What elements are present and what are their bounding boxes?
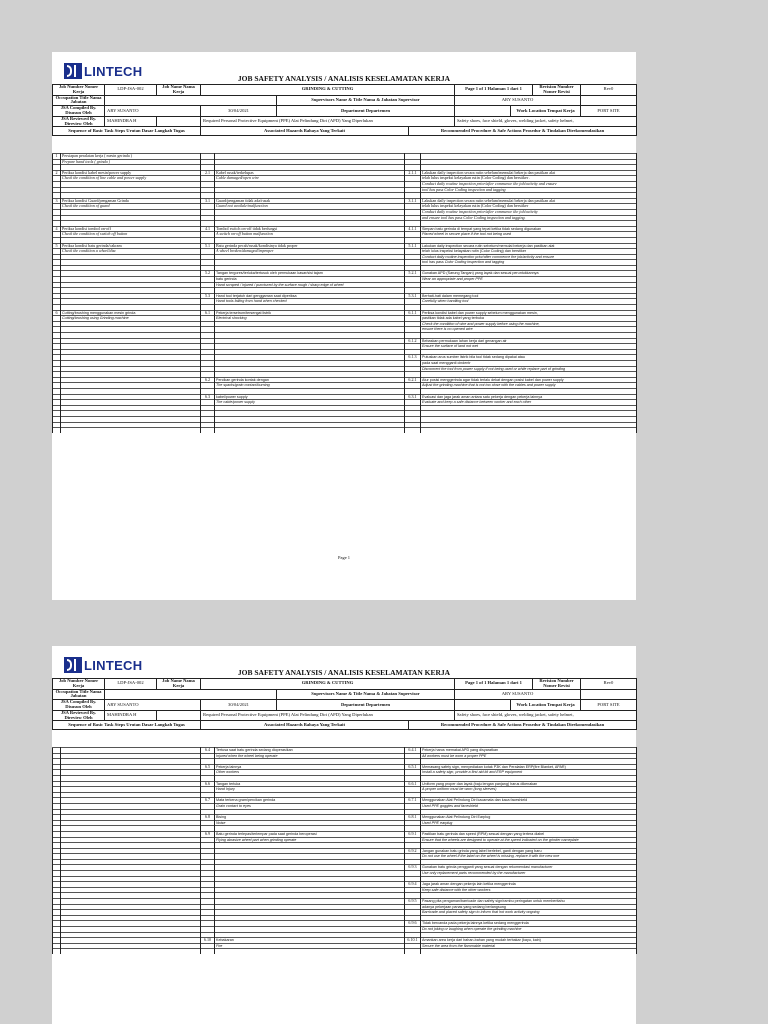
hazard-text: Guard not availale/malfunction — [215, 204, 405, 210]
hazard-text: Grain contact to eyes — [215, 803, 405, 809]
action-text: tool has pass Color Coding inspection and tagging — [421, 260, 637, 266]
action-text: Lakukan daily inspection secara rutin sebelum/memulai bekerja dan pastikan alat — [421, 198, 637, 204]
job-number-value: LDP-JSA-002 — [105, 85, 157, 96]
action-text: Menggunakan Alat Pelindung Diri kacamata dan kaca faceshield — [421, 798, 637, 804]
action-text: Simpan batu gerinda di tempat yang tepat ketika tidak sedang digunakan — [421, 226, 637, 232]
step-text: Check the condition of guard — [61, 204, 201, 210]
action-text: Check the condition of wire and power supply before using the machine, — [421, 321, 637, 327]
action-text: Lakukan daily inspection secara rutin sebelum/memulai bekerja dan pastikan alat — [421, 170, 637, 176]
action-text: Ensure that the wheels are designed to operate at the speed indicated on the grinder nameplate — [421, 837, 637, 843]
hazard-text: Other workers — [215, 770, 405, 776]
hazard-text: Bising — [215, 815, 405, 821]
action-text: Used PPE earplug — [421, 820, 637, 826]
hazard-text: Tangan tergores/terluka/tertusuk oleh permukaan kasar/sisi tajam — [215, 271, 405, 277]
action-text: Pekerja harus memakai APD yang disyaratkan — [421, 748, 637, 754]
action-text: Disconnect the tool from power supply if not being used or while replace part of grinding — [421, 366, 637, 372]
action-number: 6.1.3 — [405, 355, 421, 361]
jsa-header-table — [52, 678, 637, 730]
action-text: and ensure tool has pass Color Coding inspection and tagging. — [421, 215, 637, 221]
hazard-text: Hand tool terjatuh dari genggaman saat diperiksa — [215, 293, 405, 299]
action-text: Do not joking or laughing when operate the grinding machine — [421, 927, 637, 933]
action-text: Tidak bercanda pada pekerja lainnya ketika sedang menggerinda — [421, 921, 637, 927]
hazard-number: 6.1 — [201, 310, 215, 316]
compiled-label: JSA Compiled By. Disusun Oleh — [53, 106, 105, 117]
department-label: Department Departemen — [277, 106, 455, 117]
job-name-value: GRINDING & CUTTING — [201, 679, 455, 690]
job-number-label: Job Number Nomer Kerja — [53, 85, 105, 96]
action-text: Used PPE goggles and faceshield — [421, 803, 637, 809]
action-text — [421, 949, 637, 954]
document-title: JOB SAFETY ANALYSIS / ANALISIS KESELAMATAN KERJA — [237, 74, 451, 83]
revision-value: Rev0 — [581, 85, 637, 96]
hazard-text: Tombol switch on-off tidak berfungsi — [215, 226, 405, 232]
action-text: telah lulus inspeksi kelayakan rutin (Color Coding) dan berstiker . — [421, 176, 637, 182]
supervisor-label: Supervisors Name & Title Nama & Jabatan Supervisor — [277, 689, 455, 700]
action-text: tool has pass Color Coding inspection and tagging — [421, 187, 637, 193]
step-text: Check the condition a wheel/disc — [61, 249, 201, 255]
action-text: pada saat mengganti cindentr — [421, 360, 637, 366]
action-number: 6.8.1 — [405, 815, 421, 821]
action-text: adanya pekerjaan panas yang sedang berlangsung — [421, 904, 637, 910]
action-text: Evaluasi dan jaga jarak aman antara satu pekerja dengan pekerja lainnya — [421, 394, 637, 400]
hazard-text: kabel/power supply — [215, 394, 405, 400]
compiled-value: ARY SUSANTO — [105, 106, 201, 117]
job-name-label: Job Name Nama Kerja — [157, 679, 201, 690]
action-text: Conduct daily routine inspection prior/after commence the job/activity and ensure — [421, 254, 637, 260]
hazard-text: A wheel broken/damaged/improper — [215, 249, 405, 255]
hazard-number: 6.9 — [201, 831, 215, 837]
action-number: 6.4.1 — [405, 748, 421, 754]
reviewed-label: JSA Reviewed By. Direview Oleh — [53, 116, 105, 127]
action-text: Bebaskan permukaan lahan kerja dari genangan air — [421, 338, 637, 344]
hazard-number: 6.5 — [201, 764, 215, 770]
hazard-text: Batu gerinda pecah/rusak/kondisinya tidak proper — [215, 243, 405, 249]
action-number: 6.6.1 — [405, 781, 421, 787]
action-text: Secure the area from the flammable material — [421, 943, 637, 949]
hazard-number: 6.3 — [201, 394, 215, 400]
action-text: Install a safety sign, provide a first aid kit and ERP equipment — [421, 770, 637, 776]
steps-column-header: Sequence of Basic Task Steps Urutan Dasar Langkah Tugas — [53, 127, 201, 136]
action-text: Adjust the grinding machine that is not too close with the cables and power supply — [421, 383, 637, 389]
hazard-text: Kabel rusak/terkelupas — [215, 170, 405, 176]
action-text: Do not use the wheel if the label on the wheel is missing, replace it with the new one — [421, 854, 637, 860]
action-text: Placed wheel in secure place if the tool not being used — [421, 232, 637, 238]
action-number: 5.2.1 — [405, 271, 421, 277]
document-page-2 — [52, 646, 636, 1024]
step-number: 3 — [53, 198, 61, 204]
hazard-number: 2.1 — [201, 170, 215, 176]
action-text: Uniform yang proper dan layak (baju lengan panjang) harus dikenakan — [421, 781, 637, 787]
reviewed-value: MAHINDRA H — [105, 116, 157, 127]
jsa-steps-table — [52, 153, 637, 433]
action-text: Gunakan batu grinda pengganti yang sesuai dengan rekomendasi manufacturer — [421, 865, 637, 871]
action-text: Periksa kondisi kabel dan power supply sebelum menggunakan mesin, — [421, 310, 637, 316]
table-row — [53, 428, 637, 433]
hazard-text: Tertusa saat batu gerinda sedang dioperasikan — [215, 748, 405, 754]
action-number: 6.9.3 — [405, 865, 421, 871]
hazard-number: 6.2 — [201, 377, 215, 383]
action-text: Gunakan APD (Sarung Tangan) yang layak dan sesuai peruntukkannya — [421, 271, 637, 277]
action-number: 6.2.1 — [405, 377, 421, 383]
empty-cell — [405, 428, 421, 433]
action-number: 6.9.1 — [405, 831, 421, 837]
jsa-header-table — [52, 84, 637, 136]
step-number — [53, 949, 61, 954]
action-text: Keep safe distance with the other workers — [421, 887, 637, 893]
hazard-text: Guard/pengaman tidak ada/rusak — [215, 198, 405, 204]
compiled-label: JSA Compiled By. Disusun Oleh — [53, 700, 105, 711]
action-number: 6.1.2 — [405, 338, 421, 344]
action-text: Putuskan arus sumber listrik bila tool tidak sedang dipakai atau — [421, 355, 637, 361]
hazard-number: 6.6 — [201, 781, 215, 787]
work-location-value: PORT SITE — [581, 106, 637, 117]
ppe-label: Required Personal Protective Equipment (PPE) Alat Pelindung Diri (APD) Yang Diperlukan — [201, 710, 455, 721]
action-text: Ensure the surface of land not wet — [421, 344, 637, 350]
hazard-text: The sparks/grain contact/burning — [215, 383, 405, 389]
hazard-number — [201, 949, 215, 954]
hazard-text — [215, 949, 405, 954]
hazard-text: Mata terkena gram/percikan gerinda — [215, 798, 405, 804]
action-text: Jaga jarak aman dengan pekerja lain ketika menggerinda — [421, 882, 637, 888]
job-name-value: GRINDING & CUTTING — [201, 85, 455, 96]
action-text: telah lulus inspeksi kelayakan rutin (Color Coding) dan berstiker — [421, 249, 637, 255]
revision-label: Revision Number Nomer Revisi — [533, 85, 581, 96]
work-location-label: Work Location Tempat Kerja — [511, 106, 581, 117]
action-text: Amankan area kerja dari bahan-bahan yang mudah terbakar (kayu, kain) — [421, 938, 637, 944]
hazard-number: 4.1 — [201, 226, 215, 232]
action-number: 6.9.2 — [405, 848, 421, 854]
action-number: 3.1.1 — [405, 198, 421, 204]
step-number: 2 — [53, 170, 61, 176]
hazard-text: Hand Injury — [215, 787, 405, 793]
action-text: pastikan tidak ada kabel yang terbuka — [421, 316, 637, 322]
hazard-text: Fire — [215, 943, 405, 949]
steps-column-header: Sequence of Basic Task Steps Urutan Dasar Langkah Tugas — [53, 721, 201, 730]
empty-cell — [215, 428, 405, 433]
step-number: 5 — [53, 243, 61, 249]
logo-text: LINTECH — [84, 63, 143, 79]
occupation-label: Occupation Title Nama Jabatan — [53, 689, 105, 700]
action-text: Menggunakan Alat Pelindung Diri Earplug — [421, 815, 637, 821]
supervisor-value: ARY SUSANTO — [455, 689, 581, 700]
step-text: Check the condition of line cable and power supply — [61, 176, 201, 182]
hazard-number: 6.4 — [201, 748, 215, 754]
jsa-steps-table — [52, 747, 637, 954]
action-number: 6.9.5 — [405, 899, 421, 905]
hazard-number: 5.1 — [201, 243, 215, 249]
actions-column-header: Recommended Procedure & Safe Actions Prosedur & Tindakan Direkomendasikan — [409, 721, 637, 730]
work-location-value: PORT SITE — [581, 700, 637, 711]
hazard-text: Flying abrasive wheel part when grinding operate — [215, 837, 405, 843]
table-row — [53, 949, 637, 954]
empty-cell — [421, 428, 637, 433]
action-text: All workers must be worn a proper PPE — [421, 753, 637, 759]
hazard-number: 6.8 — [201, 815, 215, 821]
ppe-label: Required Personal Protective Equipment (PPE) Alat Pelindung Diri (APD) Yang Diperlukan — [201, 116, 455, 127]
job-name-label: Job Name Nama Kerja — [157, 85, 201, 96]
step-text: Periksa kondisi Guard/pengaman Grinda — [61, 198, 201, 204]
logo-text: LINTECH — [84, 657, 143, 673]
action-number: 5.3.1 — [405, 293, 421, 299]
supervisor-label: Supervisors Name & Title Nama & Jabatan Supervisor — [277, 95, 455, 106]
hazard-text: A switch on-off button malfunction — [215, 232, 405, 238]
step-text: Periksa kondisi batu gerinda/cakram — [61, 243, 201, 249]
empty-cell — [61, 428, 201, 433]
hazard-text: Pekerja tersetrum/tersengat listrik — [215, 310, 405, 316]
hazard-text: Cable damaged/open wire — [215, 176, 405, 182]
action-number: 6.5.1 — [405, 764, 421, 770]
action-text: Pastikan batu gerinda dan speed (RPM) sesuai dengan yang tertera diabel — [421, 831, 637, 837]
step-text: Periksa kondisi tombol on-off — [61, 226, 201, 232]
date-value: 30/04/2021 — [201, 106, 277, 117]
action-text: Wear an appropriate and proper PPE — [421, 277, 637, 283]
action-text: A proper uniform must be worn (long sleeves) — [421, 787, 637, 793]
action-text: Use only replacement parts recommended by the manufacturer — [421, 871, 637, 877]
hazard-text: Pekerja lainnya — [215, 764, 405, 770]
action-number: 6.10.1 — [405, 938, 421, 944]
hazard-text: Kebakaran — [215, 938, 405, 944]
hazard-text: Noise — [215, 820, 405, 826]
revision-value: Rev0 — [581, 679, 637, 690]
action-number: 6.9.4 — [405, 882, 421, 888]
hazard-text: Batu gerinda terlepas/terlempar pada saat gerinda beroperasi — [215, 831, 405, 837]
empty-cell — [53, 428, 61, 433]
hazard-text: Hand scraped / injured / punctured by the surface rough / sharp edge of wheel — [215, 282, 405, 288]
work-location-label: Work Location Tempat Kerja — [511, 700, 581, 711]
action-text: Conduct daily routine inspection prior/after commence the job/activity and ensure — [421, 181, 637, 187]
document-title: JOB SAFETY ANALYSIS / ANALISIS KESELAMATAN KERJA — [237, 668, 451, 677]
hazards-column-header: Associated Hazards Bahaya Yang Terkait — [201, 721, 409, 730]
hazard-number: 3.1 — [201, 198, 215, 204]
ppe-value: Safety shoes, face shield, gloves, welding jacket, safety helmet, — [455, 116, 637, 127]
action-text: Evaluate and keep a safe distance between worker and each other — [421, 400, 637, 406]
action-text: Barricade and placed safety sign to inform that hot work activity ongoing — [421, 910, 637, 916]
ppe-value: Safety shoes, face shield, gloves, welding jacket, safety helmet, — [455, 710, 637, 721]
page-number: Page 1 — [337, 555, 351, 560]
revision-label: Revision Number Nomer Revisi — [533, 679, 581, 690]
step-text — [61, 949, 201, 954]
hazard-text: Tangan terluka — [215, 781, 405, 787]
step-number: 6 — [53, 310, 61, 316]
department-label: Department Departemen — [277, 700, 455, 711]
step-text: Persiapan peralatan kerja ( mesin gerinda ) — [61, 154, 201, 160]
hazard-number: 6.10 — [201, 938, 215, 944]
action-text: ensure there is no opened wire — [421, 327, 637, 333]
reviewed-value: MAHINDRA H — [105, 710, 157, 721]
hazard-number: 5.2 — [201, 271, 215, 277]
date-value: 30/04/2021 — [201, 700, 277, 711]
action-text: telah lulus inspeksi kelayakan rutin (Color Coding) dan berstiker — [421, 204, 637, 210]
supervisor-value: ARY SUSANTO — [455, 95, 581, 106]
step-text: Cutting/brushing menggunakan mesin grinda — [61, 310, 201, 316]
hazard-number: 5.3 — [201, 293, 215, 299]
step-number: 4 — [53, 226, 61, 232]
hazard-text: Electrical shocking — [215, 316, 405, 322]
job-number-value: LDP-JSA-002 — [105, 679, 157, 690]
page-label: Page 1 of 1 Halaman 1 dari 1 — [455, 679, 533, 690]
action-text: Berhati-hati dalam memegang tool — [421, 293, 637, 299]
action-number: 4.1.1 — [405, 226, 421, 232]
action-text: Atur posisi menggerinda agar tidak terlalu dekat dengan posisi kabel dan power supply — [421, 377, 637, 383]
actions-column-header: Recommended Procedure & Safe Actions Prosedur & Tindakan Direkomendasikan — [409, 127, 637, 136]
reviewed-label: JSA Reviewed By. Direview Oleh — [53, 710, 105, 721]
action-text: Conduct daily routine inspection prior/after commence the job/activity — [421, 209, 637, 215]
occupation-label: Occupation Title Nama Jabatan — [53, 95, 105, 106]
step-text: Prepare hand tools ( grinda ) — [61, 159, 201, 165]
action-text: Jangan gunakan batu grinda yang label berlebel, ganti dengan yang baru — [421, 848, 637, 854]
hazard-text: Hand tools falling from hand when checked — [215, 299, 405, 305]
hazard-text: Injured when the wheel being operate — [215, 753, 405, 759]
hazard-text: The cable/power supply — [215, 400, 405, 406]
action-number: 6.7.1 — [405, 798, 421, 804]
page-label: Page 1 of 1 Halaman 1 dari 1 — [455, 85, 533, 96]
action-number: 5.1.1 — [405, 243, 421, 249]
hazard-text: batu gerinda — [215, 277, 405, 283]
job-number-label: Job Number Nomer Kerja — [53, 679, 105, 690]
action-number: 2.1.1 — [405, 170, 421, 176]
action-text: Pasang pita pengaman/barricade dan safety sign/rambu peringatan untuk memberitahu — [421, 899, 637, 905]
action-text: Lakukan daily inspection secara rutin sebelum/memulai bekerja dan pastikan alat — [421, 243, 637, 249]
hazard-number: 6.7 — [201, 798, 215, 804]
action-text: Memasang safety sign, menyediakan kotak P3K dan Peralatan ERP(fire Blanket, APAR) — [421, 764, 637, 770]
step-text: Periksa kondisi kabel mesin/power supply — [61, 170, 201, 176]
hazards-column-header: Associated Hazards Bahaya Yang Terkait — [201, 127, 409, 136]
step-text: Check the condition of switch off button — [61, 232, 201, 238]
step-text: Cutting/brushing using Grinding machine — [61, 316, 201, 322]
document-page-1 — [52, 52, 636, 600]
step-number: 1 — [53, 154, 61, 160]
action-text: Carefully when handling tool — [421, 299, 637, 305]
action-number — [405, 949, 421, 954]
action-number: 6.9.6 — [405, 921, 421, 927]
empty-cell — [201, 428, 215, 433]
hazard-text: Percikan gerinda kontak dengan — [215, 377, 405, 383]
compiled-value: ARY SUSANTO — [105, 700, 201, 711]
action-number: 6.3.1 — [405, 394, 421, 400]
action-number: 6.1.1 — [405, 310, 421, 316]
